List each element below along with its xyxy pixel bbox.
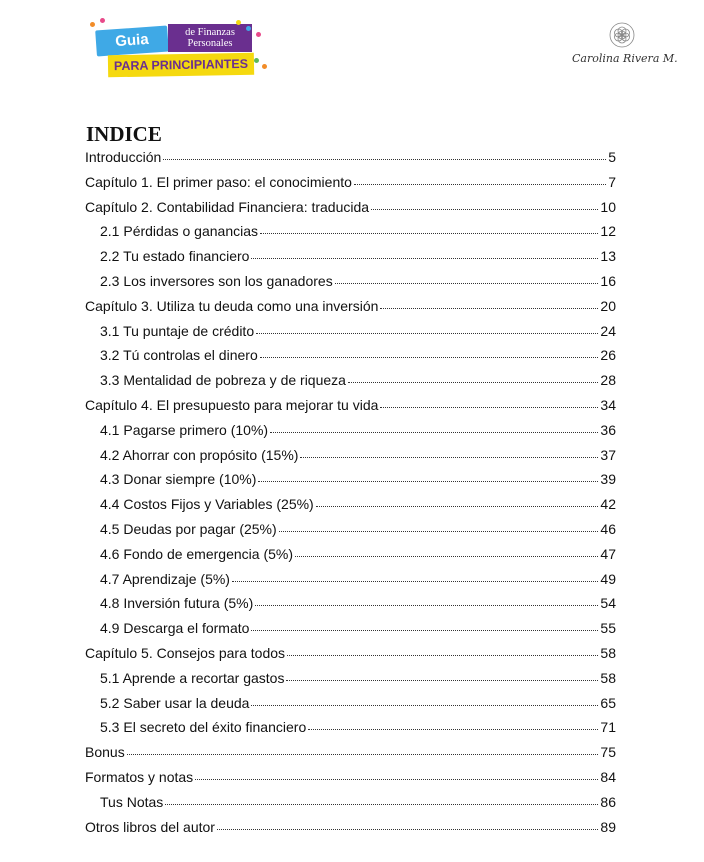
- toc-entry-label: 4.5 Deudas por pagar (25%): [100, 520, 277, 537]
- toc-entry-label: Otros libros del autor: [85, 818, 215, 835]
- toc-entry-page-number: 58: [600, 644, 616, 661]
- toc-entry-label: 2.2 Tu estado financiero: [100, 248, 250, 265]
- toc-dot-leader: [258, 481, 598, 482]
- toc-entry-label: 4.7 Aprendizaje (5%): [100, 570, 230, 587]
- toc-dot-leader: [232, 581, 598, 582]
- toc-entry[interactable]: [85, 542, 616, 567]
- toc-entry-page-number: 58: [600, 669, 616, 686]
- toc-entry[interactable]: [85, 616, 616, 641]
- toc-entry-page-number: 46: [600, 520, 616, 537]
- logo-para-principiantes: PARA PRINCIPIANTES: [108, 53, 254, 78]
- toc-entry-label: 4.1 Pagarse primero (10%): [100, 421, 269, 438]
- toc-dot-leader: [279, 531, 599, 532]
- toc-entry-page-number: 5: [608, 149, 616, 165]
- toc-entry[interactable]: [85, 467, 616, 492]
- toc-entry-label: Tus Notas: [100, 793, 164, 810]
- toc-entry[interactable]: [85, 269, 616, 294]
- toc-entry-label: 4.9 Descarga el formato: [100, 620, 250, 637]
- toc-entry-page-number: 20: [600, 297, 616, 314]
- toc-entry[interactable]: [85, 691, 616, 716]
- toc-entry-label: 4.8 Inversión futura (5%): [100, 595, 254, 612]
- toc-entry-page-number: 55: [600, 620, 616, 637]
- toc-entry[interactable]: [85, 517, 616, 542]
- toc-entry-page-number: 28: [600, 372, 616, 389]
- toc-entry[interactable]: [85, 715, 616, 740]
- toc-entry-label: Capítulo 3. Utiliza tu deuda como una inversión: [85, 297, 379, 314]
- toc-entry-label: Capítulo 4. El presupuesto para mejorar tu vida: [85, 396, 379, 413]
- toc-dot-leader: [308, 729, 598, 730]
- toc-entry[interactable]: [85, 393, 616, 418]
- toc-entry-label: Capítulo 1. El primer paso: el conocimiento: [85, 173, 352, 190]
- toc-entry[interactable]: [85, 418, 616, 443]
- toc-dot-leader: [255, 605, 598, 606]
- toc-entry[interactable]: [85, 195, 616, 220]
- toc-entry[interactable]: [85, 740, 616, 765]
- toc-entry[interactable]: [85, 343, 616, 368]
- toc-dot-leader: [260, 233, 598, 234]
- toc-entry[interactable]: [85, 443, 616, 468]
- toc-entry-page-number: 89: [600, 818, 616, 835]
- toc-dot-leader: [217, 829, 598, 830]
- toc-entry-label: 2.1 Pérdidas o ganancias: [100, 223, 258, 240]
- toc-entry-page-number: 71: [600, 719, 616, 736]
- confetti-dot: [262, 64, 267, 69]
- toc-entry[interactable]: [85, 765, 616, 790]
- toc-entry-page-number: 54: [600, 595, 616, 612]
- toc-entry[interactable]: [85, 294, 616, 319]
- toc-dot-leader: [287, 655, 598, 656]
- toc-entry-page-number: 36: [600, 421, 616, 438]
- author-block: [572, 22, 678, 74]
- confetti-dot: [246, 26, 251, 31]
- toc-entry-page-number: 26: [600, 347, 616, 364]
- confetti-dot: [90, 22, 95, 27]
- toc-dot-leader: [127, 754, 599, 755]
- toc-dot-leader: [260, 357, 599, 358]
- toc-entry-label: 4.3 Donar siempre (10%): [100, 471, 257, 488]
- toc-entry-page-number: 86: [600, 793, 616, 810]
- toc-dot-leader: [251, 630, 598, 631]
- logo-de-finanzas: de Finanzas Personales: [168, 24, 252, 52]
- toc-entry-label: Capítulo 5. Consejos para todos: [85, 644, 286, 661]
- toc-entry-label: 3.1 Tu puntaje de crédito: [100, 322, 255, 339]
- toc-entry-label: 4.6 Fondo de emergencia (5%): [100, 545, 293, 562]
- toc-entry-label: 5.2 Saber usar la deuda: [100, 694, 250, 711]
- page-title: INDICE: [86, 122, 162, 146]
- toc-entry-page-number: 37: [600, 446, 616, 463]
- toc-entry-label: Capítulo 2. Contabilidad Financiera: traducida: [85, 198, 370, 215]
- toc-dot-leader: [371, 209, 598, 210]
- toc-dot-leader: [300, 457, 598, 458]
- toc-entry-label: 4.4 Costos Fijos y Variables (25%): [100, 496, 314, 513]
- toc-entry-page-number: 84: [600, 768, 616, 785]
- toc-dot-leader: [380, 407, 598, 408]
- toc-dot-leader: [286, 680, 598, 681]
- toc-entry-label: Bonus: [85, 744, 125, 761]
- toc-entry[interactable]: [85, 591, 616, 616]
- toc-entry[interactable]: [85, 145, 616, 170]
- flower-of-life-icon: [609, 22, 635, 48]
- toc-dot-leader: [335, 283, 599, 284]
- toc-entry[interactable]: [85, 666, 616, 691]
- toc-dot-leader: [380, 308, 598, 309]
- toc-entry[interactable]: [85, 567, 616, 592]
- toc-entry-page-number: 12: [600, 223, 616, 240]
- toc-entry-page-number: 47: [600, 545, 616, 562]
- toc-entry[interactable]: [85, 815, 616, 840]
- toc-entry-label: Formatos y notas: [85, 768, 194, 785]
- toc-dot-leader: [316, 506, 599, 507]
- book-logo: [88, 18, 268, 80]
- toc-dot-leader: [256, 333, 598, 334]
- toc-entry-page-number: 49: [600, 570, 616, 587]
- toc-entry-page-number: 34: [600, 396, 616, 413]
- toc-entry[interactable]: [85, 492, 616, 517]
- author-signature: Carolina Rivera M.: [572, 52, 678, 65]
- toc-entry-page-number: 7: [608, 173, 616, 190]
- toc-dot-leader: [354, 184, 606, 185]
- toc-entry-page-number: 65: [600, 694, 616, 711]
- toc-dot-leader: [165, 804, 598, 805]
- toc-entry-label: 5.3 El secreto del éxito financiero: [100, 719, 307, 736]
- toc-dot-leader: [251, 705, 598, 706]
- toc-entry-page-number: 10: [600, 198, 616, 215]
- logo-guia: Guia: [95, 26, 169, 57]
- toc-entry[interactable]: [85, 641, 616, 666]
- toc-entry-page-number: 24: [600, 322, 616, 339]
- toc-entry-label: 3.3 Mentalidad de pobreza y de riqueza: [100, 372, 346, 389]
- toc-entry-page-number: 13: [600, 248, 616, 265]
- toc-entry[interactable]: [85, 219, 616, 244]
- toc-entry-label: 4.2 Ahorrar con propósito (15%): [100, 446, 299, 463]
- toc-entry-label: 5.1 Aprende a recortar gastos: [100, 669, 285, 686]
- toc-dot-leader: [295, 556, 598, 557]
- toc-entry-label: Introducción: [85, 149, 162, 165]
- toc-dot-leader: [270, 432, 598, 433]
- toc-dot-leader: [251, 258, 598, 259]
- toc-entry-page-number: 16: [600, 272, 616, 289]
- confetti-dot: [254, 58, 259, 63]
- toc-dot-leader: [163, 159, 606, 160]
- toc-entry[interactable]: [85, 368, 616, 393]
- confetti-dot: [236, 20, 241, 25]
- toc-entry-page-number: 39: [600, 471, 616, 488]
- toc-dot-leader: [348, 382, 598, 383]
- toc-entry-page-number: 75: [600, 744, 616, 761]
- table-of-contents: [85, 145, 616, 839]
- toc-entry-label: 2.3 Los inversores son los ganadores: [100, 272, 333, 289]
- toc-entry[interactable]: [85, 170, 616, 195]
- confetti-dot: [256, 32, 261, 37]
- toc-entry-page-number: 42: [600, 496, 616, 513]
- toc-entry[interactable]: [85, 319, 616, 344]
- toc-dot-leader: [195, 779, 598, 780]
- toc-entry[interactable]: [85, 244, 616, 269]
- toc-entry-label: 3.2 Tú controlas el dinero: [100, 347, 258, 364]
- confetti-dot: [100, 18, 105, 23]
- toc-entry[interactable]: [85, 790, 616, 815]
